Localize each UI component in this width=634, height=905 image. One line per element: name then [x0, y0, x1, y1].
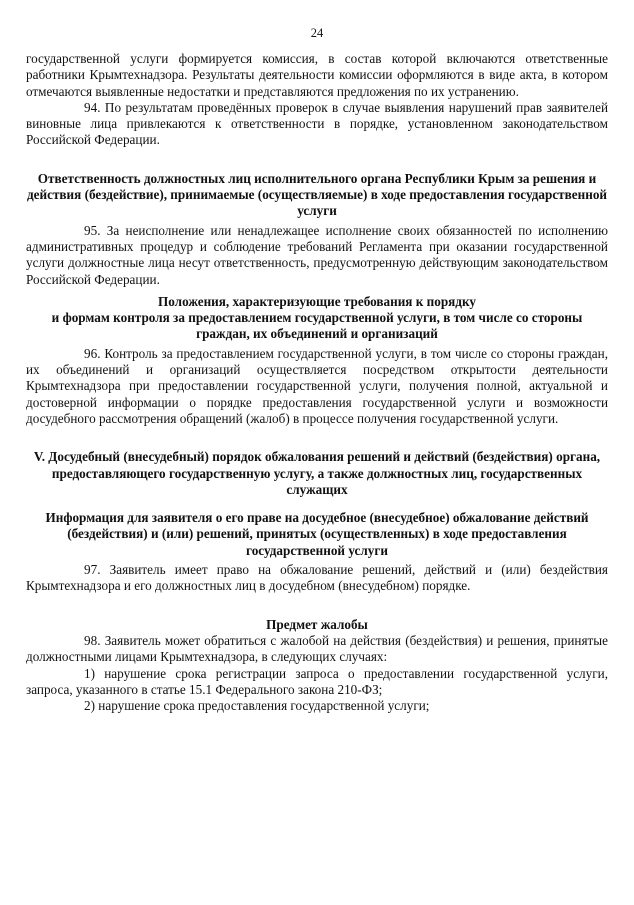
- heading-complaint-subject: Предмет жалобы: [266, 616, 368, 632]
- paragraph-95: 95. За неисполнение или ненадлежащее исполнение своих обязанностей по исполнению административных процедур и соблюдение требований Регламента при оказании государственной услуги должностные лица несут ответственность, предусмотренную действующим законодательством Российской Федерации.: [26, 222, 608, 287]
- paragraph-98-item-2: 2) нарушение срока предоставления государственной услуги;: [84, 698, 430, 714]
- heading-responsibility: Ответственность должностных лиц исполнительного органа Республики Крым за решения и действия (бездействие), принимаемые (осуществляемые) в ходе предоставления государственной услуги: [26, 170, 608, 219]
- heading-control-line2: и формам контроля за предоставлением государственной услуги, в том числе со стороны граждан, их объединений и организаций: [51, 310, 583, 342]
- paragraph-96: 96. Контроль за предоставлением государственной услуги, в том числе со стороны граждан, их объединений и организаций осуществляется посредством открытости деятельности Крымтехнадзора при предоставлении государственной услуги, получения полной, актуальной и достоверной информации о порядке предоставления государственной услуги и возможности досудебного рассмотрения обращений (жалоб) в процессе получения государственной услуги.: [26, 345, 608, 426]
- heading-section-5: V. Досудебный (внесудебный) порядок обжалования решений и действий (бездействия) органа, предоставляющего государственную услугу, а также должностных лиц, государственных служащих: [33, 449, 601, 497]
- heading-control-line1: Положения, характеризующие требования к порядку: [158, 293, 476, 309]
- page-number: 24: [310, 26, 324, 40]
- heading-applicant-info: Информация для заявителя о его праве на досудебное (внесудебное) обжалование действий (бездействия) и (или) решений, принятых (осуществленных) в ходе предоставления государственной услуги: [45, 510, 589, 558]
- paragraph-94: 94. По результатам проведённых проверок в случае выявления нарушений прав заявителей виновные лица привлекаются к ответственности в порядке, установленном законодательством Российской Федерации.: [26, 99, 608, 148]
- paragraph-continuation: государственной услуги формируется комиссия, в состав которой включаются ответственные работники Крымтехнадзора. Результаты деятельности комиссии оформляются в виде акта, в котором отмечаются выявленные недостатки и представляются предложения по их устранению.: [26, 51, 608, 99]
- paragraph-98-item-1: 1) нарушение срока регистрации запроса о предоставлении государственной услуги, запроса, указанного в статье 15.1 Федерального закона 210-ФЗ;: [26, 665, 608, 697]
- paragraph-98: 98. Заявитель может обратиться с жалобой на действия (бездействия) и решения, принятые должностными лицами Крымтехнадзора, в следующих случаях:: [26, 632, 608, 665]
- paragraph-97: 97. Заявитель имеет право на обжалование решений, действий и (или) бездействия Крымтехнадзора и его должностных лиц в досудебном (внесудебном) порядке.: [26, 562, 608, 594]
